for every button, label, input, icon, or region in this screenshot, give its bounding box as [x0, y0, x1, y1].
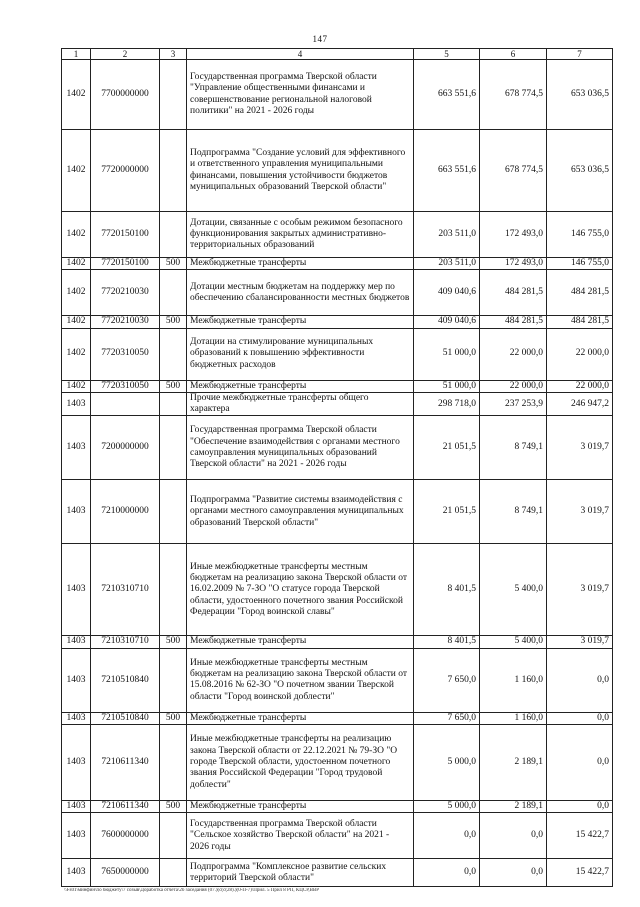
- target-code-cell: 7210510840: [91, 648, 160, 712]
- section-cell: 1402: [62, 328, 91, 380]
- table-row: [62, 859, 613, 887]
- amount-col5-cell: 7 650,0: [414, 648, 480, 712]
- table-body: [62, 60, 613, 887]
- expense-type-cell: 500: [160, 380, 187, 392]
- item-name-cell: Подпрограмма "Комплексное развитие сельских территорий Тверской области": [187, 859, 414, 887]
- item-name-cell: Иные межбюджетные трансферты на реализацию закона Тверской области от 22.12.2021 № 79-ЗО "О городе Тверской области, удостоенном почетного звания Российской Федерации "Город трудовой доблести": [187, 725, 414, 801]
- expense-type-cell: [160, 544, 187, 636]
- amount-col5-cell: 8 401,5: [414, 544, 480, 636]
- item-name-cell: Государственная программа Тверской области "Сельское хозяйство Тверской области" на 2021 - 2026 годы: [187, 813, 414, 859]
- section-cell: 1402: [62, 60, 91, 130]
- amount-col7-cell: 484 281,5: [547, 316, 613, 328]
- amount-col6-cell: 2 189,1: [480, 725, 547, 801]
- target-code-cell: 7210310710: [91, 636, 160, 648]
- table-row: [62, 648, 613, 712]
- section-cell: 1402: [62, 380, 91, 392]
- section-cell: 1403: [62, 712, 91, 724]
- table-row: [62, 416, 613, 480]
- amount-col6-cell: 8 749,1: [480, 416, 547, 480]
- amount-col5-cell: 8 401,5: [414, 636, 480, 648]
- section-cell: 1402: [62, 270, 91, 316]
- amount-col6-cell: 172 493,0: [480, 258, 547, 270]
- budget-table: [61, 48, 613, 887]
- amount-col6-cell: 484 281,5: [480, 270, 547, 316]
- amount-col5-cell: 409 040,6: [414, 270, 480, 316]
- section-cell: 1403: [62, 392, 91, 416]
- amount-col7-cell: 653 036,5: [547, 60, 613, 130]
- amount-col5-cell: 0,0: [414, 813, 480, 859]
- section-cell: 1403: [62, 648, 91, 712]
- amount-col7-cell: 146 755,0: [547, 258, 613, 270]
- section-cell: 1403: [62, 725, 91, 801]
- table-row: [62, 212, 613, 258]
- target-code-cell: 7720310050: [91, 380, 160, 392]
- amount-col6-cell: 172 493,0: [480, 212, 547, 258]
- item-name-cell: Иные межбюджетные трансферты местным бюджетам на реализацию закона Тверской области от 16.02.2009 № 7-ЗО "О статусе города Тверской области, удостоенного почетного звания Российской Федерации "Город воинской славы": [187, 544, 414, 636]
- target-code-cell: 7650000000: [91, 859, 160, 887]
- amount-col6-cell: 2 189,1: [480, 801, 547, 813]
- expense-type-cell: 500: [160, 258, 187, 270]
- page-number: 147: [312, 34, 328, 44]
- amount-col6-cell: 678 774,5: [480, 130, 547, 212]
- amount-col5-cell: 21 051,5: [414, 416, 480, 480]
- amount-col6-cell: 237 253,9: [480, 392, 547, 416]
- table-row: [62, 636, 613, 648]
- item-name-cell: Иные межбюджетные трансферты местным бюджетам на реализацию закона Тверской области от 15.08.2016 № 62-ЗО "О почетном звании Тверской области "Город воинской доблести": [187, 648, 414, 712]
- item-name-cell: Межбюджетные трансферты: [187, 636, 414, 648]
- table-row: [62, 270, 613, 316]
- target-code-cell: 7200000000: [91, 416, 160, 480]
- expense-type-cell: 500: [160, 712, 187, 724]
- amount-col5-cell: 5 000,0: [414, 801, 480, 813]
- amount-col7-cell: 3 019,7: [547, 480, 613, 544]
- amount-col7-cell: 653 036,5: [547, 130, 613, 212]
- table-row: [62, 712, 613, 724]
- table-row: [62, 328, 613, 380]
- section-cell: 1403: [62, 416, 91, 480]
- amount-col5-cell: 663 551,6: [414, 60, 480, 130]
- amount-col7-cell: 0,0: [547, 648, 613, 712]
- item-name-cell: Межбюджетные трансферты: [187, 380, 414, 392]
- amount-col6-cell: 5 400,0: [480, 544, 547, 636]
- amount-col5-cell: 51 000,0: [414, 380, 480, 392]
- item-name-cell: Дотации, связанные с особым режимом безопасного функционирования закрытых административно-территориальных образований: [187, 212, 414, 258]
- item-name-cell: Государственная программа Тверской области "Обеспечение взаимодействия с органами местного самоуправления муниципальных образований Тверской области" на 2021 - 2026 годы: [187, 416, 414, 480]
- table-row: [62, 392, 613, 416]
- section-cell: 1402: [62, 212, 91, 258]
- expense-type-cell: 500: [160, 636, 187, 648]
- table-row: [62, 801, 613, 813]
- amount-col6-cell: 0,0: [480, 859, 547, 887]
- item-name-cell: Межбюджетные трансферты: [187, 801, 414, 813]
- amount-col5-cell: 51 000,0: [414, 328, 480, 380]
- expense-type-cell: [160, 270, 187, 316]
- amount-col6-cell: 1 160,0: [480, 712, 547, 724]
- amount-col5-cell: 203 511,0: [414, 258, 480, 270]
- table-row: [62, 258, 613, 270]
- expense-type-cell: [160, 392, 187, 416]
- section-cell: 1402: [62, 316, 91, 328]
- section-cell: 1403: [62, 813, 91, 859]
- item-name-cell: Межбюджетные трансферты: [187, 258, 414, 270]
- amount-col6-cell: 8 749,1: [480, 480, 547, 544]
- amount-col5-cell: 663 551,6: [414, 130, 480, 212]
- amount-col6-cell: 0,0: [480, 813, 547, 859]
- amount-col6-cell: 22 000,0: [480, 328, 547, 380]
- file-path-footer: \\Fs01\минфин\по бюджету\7 созыв\Доработка отчета\2б заседания (07.)(с(с(28).)(0-П-7)\Прил. 5 Прил 8 РП, КЦСР,ВВР: [64, 888, 320, 893]
- expense-type-cell: [160, 212, 187, 258]
- col-header-2: 2: [91, 49, 160, 60]
- table-row: [62, 60, 613, 130]
- item-name-cell: Межбюджетные трансферты: [187, 712, 414, 724]
- expense-type-cell: [160, 859, 187, 887]
- expense-type-cell: 500: [160, 801, 187, 813]
- col-header-1: 1: [62, 49, 91, 60]
- amount-col7-cell: 3 019,7: [547, 544, 613, 636]
- amount-col6-cell: 484 281,5: [480, 316, 547, 328]
- expense-type-cell: [160, 480, 187, 544]
- amount-col5-cell: 298 718,0: [414, 392, 480, 416]
- expense-type-cell: [160, 813, 187, 859]
- target-code-cell: 7720210030: [91, 270, 160, 316]
- expense-type-cell: [160, 725, 187, 801]
- target-code-cell: 7720310050: [91, 328, 160, 380]
- item-name-cell: Государственная программа Тверской области "Управление общественными финансами и совершенствование региональной налоговой политики" на 2021 - 2026 годы: [187, 60, 414, 130]
- target-code-cell: 7210510840: [91, 712, 160, 724]
- table-row: [62, 380, 613, 392]
- section-cell: 1403: [62, 544, 91, 636]
- section-cell: 1403: [62, 801, 91, 813]
- amount-col6-cell: 5 400,0: [480, 636, 547, 648]
- table-row: [62, 544, 613, 636]
- expense-type-cell: [160, 328, 187, 380]
- section-cell: 1402: [62, 130, 91, 212]
- amount-col5-cell: 7 650,0: [414, 712, 480, 724]
- amount-col6-cell: 22 000,0: [480, 380, 547, 392]
- amount-col7-cell: 0,0: [547, 801, 613, 813]
- item-name-cell: Дотации на стимулирование муниципальных образований к повышению эффективности бюджетных расходов: [187, 328, 414, 380]
- section-cell: 1402: [62, 258, 91, 270]
- amount-col7-cell: 15 422,7: [547, 813, 613, 859]
- amount-col7-cell: 15 422,7: [547, 859, 613, 887]
- item-name-cell: Прочие межбюджетные трансферты общего характера: [187, 392, 414, 416]
- target-code-cell: 7600000000: [91, 813, 160, 859]
- table-row: [62, 480, 613, 544]
- target-code-cell: 7210000000: [91, 480, 160, 544]
- amount-col7-cell: 0,0: [547, 725, 613, 801]
- amount-col5-cell: 203 511,0: [414, 212, 480, 258]
- expense-type-cell: [160, 648, 187, 712]
- header-row: [62, 49, 613, 60]
- target-code-cell: 7210611340: [91, 725, 160, 801]
- target-code-cell: 7210310710: [91, 544, 160, 636]
- col-header-3: 3: [160, 49, 187, 60]
- expense-type-cell: [160, 130, 187, 212]
- col-header-6: 6: [480, 49, 547, 60]
- amount-col7-cell: 3 019,7: [547, 636, 613, 648]
- col-header-5: 5: [414, 49, 480, 60]
- section-cell: 1403: [62, 636, 91, 648]
- col-header-7: 7: [547, 49, 613, 60]
- amount-col7-cell: 22 000,0: [547, 380, 613, 392]
- item-name-cell: Подпрограмма "Создание условий для эффективного и ответственного управления муниципальными финансами, повышения устойчивости бюджетов муниципальных образований Тверской области": [187, 130, 414, 212]
- expense-type-cell: [160, 60, 187, 130]
- target-code-cell: 7720150100: [91, 212, 160, 258]
- target-code-cell: 7720150100: [91, 258, 160, 270]
- amount-col6-cell: 678 774,5: [480, 60, 547, 130]
- item-name-cell: Подпрограмма "Развитие системы взаимодействия с органами местного самоуправления муниципальных образований Тверской области": [187, 480, 414, 544]
- amount-col6-cell: 1 160,0: [480, 648, 547, 712]
- col-header-4: 4: [187, 49, 414, 60]
- amount-col7-cell: 3 019,7: [547, 416, 613, 480]
- amount-col7-cell: 484 281,5: [547, 270, 613, 316]
- target-code-cell: 7700000000: [91, 60, 160, 130]
- target-code-cell: 7210611340: [91, 801, 160, 813]
- amount-col7-cell: 0,0: [547, 712, 613, 724]
- expense-type-cell: [160, 416, 187, 480]
- amount-col5-cell: 0,0: [414, 859, 480, 887]
- amount-col7-cell: 22 000,0: [547, 328, 613, 380]
- target-code-cell: 7720210030: [91, 316, 160, 328]
- item-name-cell: Межбюджетные трансферты: [187, 316, 414, 328]
- item-name-cell: Дотации местным бюджетам на поддержку мер по обеспечению сбалансированности местных бюджетов: [187, 270, 414, 316]
- amount-col5-cell: 409 040,6: [414, 316, 480, 328]
- amount-col7-cell: 146 755,0: [547, 212, 613, 258]
- table-row: [62, 316, 613, 328]
- amount-col5-cell: 21 051,5: [414, 480, 480, 544]
- section-cell: 1403: [62, 480, 91, 544]
- table-row: [62, 130, 613, 212]
- amount-col5-cell: 5 000,0: [414, 725, 480, 801]
- amount-col7-cell: 246 947,2: [547, 392, 613, 416]
- expense-type-cell: 500: [160, 316, 187, 328]
- section-cell: 1403: [62, 859, 91, 887]
- table-row: [62, 813, 613, 859]
- table-row: [62, 725, 613, 801]
- target-code-cell: [91, 392, 160, 416]
- target-code-cell: 7720000000: [91, 130, 160, 212]
